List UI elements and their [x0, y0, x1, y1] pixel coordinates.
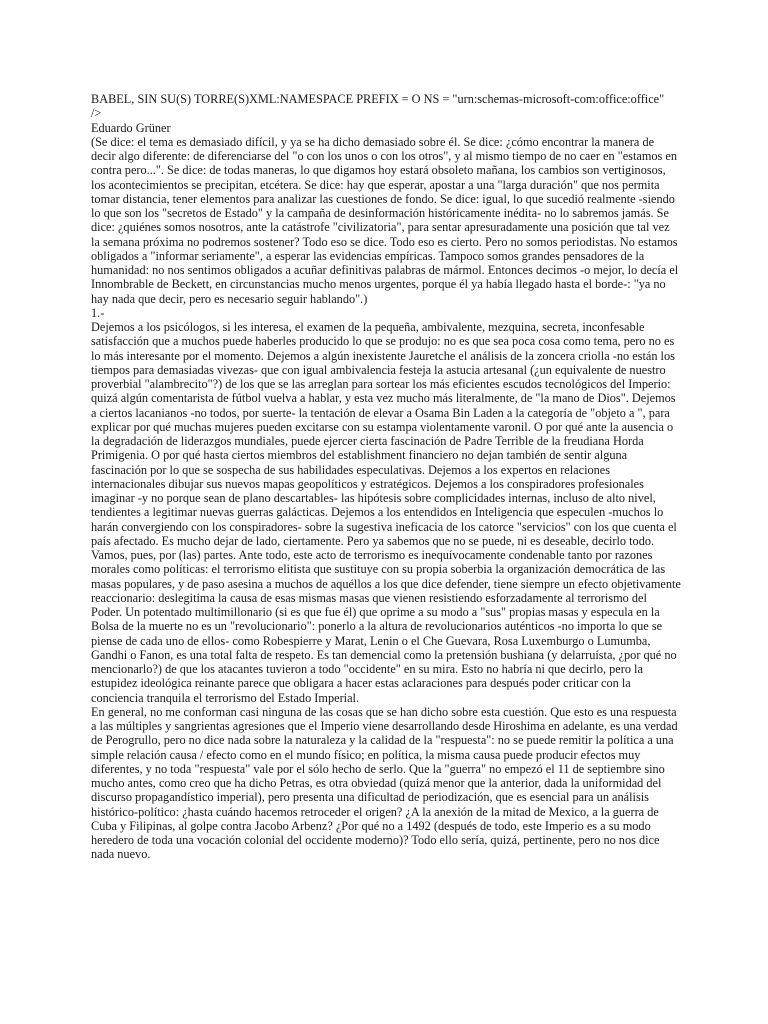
author-name: Eduardo Grüner: [91, 120, 171, 135]
title-line-2: />: [91, 106, 102, 121]
paragraph-2: Vamos, pues, por (las) partes. Ante todo, este acto de terrorismo es inequívocamente condenable tanto por razones morales como políticas: el terrorismo elitista que sustituye con su propia soberbia la organización democrática de las masas populares, y de paso asesina a muchos de aquéllos a los que dice defender, tiene siempre un efecto objetivamente reaccionario: deslegitima la causa de esas mismas masas que vienen resistiendo esforzadamente al terrorismo del Poder. Un potentado multimillonario (si es que fue él) que oprime a su modo a "sus" propias masas y especula en la Bolsa de la muerte no es un "revolucionario": ponerlo a la altura de revolucionarios auténticos -no importa lo que se piense de cada uno de ellos- como Robespierre y Marat, Lenin o el Che Guevara, Rosa Luxemburgo o Lumumba, Gandhi o Fanon, es una total falta de respeto. Es tan demencial como la pretensión bushiana (y delarruísta, ¿por qué no mencionarlo?) de que los atacantes tuvieron a todo "occidente" en su mira. Esto no habría ni que decirlo, pero la estupidez ideológica reinante parece que obligara a hacer estas aclaraciones para después poder criticar con la conciencia tranquila el terrorismo del Estado Imperial.: [91, 548, 681, 705]
paragraph-intro: (Se dice: el tema es demasiado difícil, y ya se ha dicho demasiado sobre él. Se dice: ¿cómo encontrar la manera de decir algo diferente: de diferenciarse del "o con los unos o con los otros", y al mismo tiempo de no caer en "estamos en contra pero...". Se dice: de todas maneras, lo que digamos hoy estará obsoleto mañana, los cambios son vertiginosos, los acontecimientos se precipitan, etcétera. Se dice: hay que esperar, apostar a una "larga duración" que nos permita tomar distancia, tener elementos para analizar las cuestiones de fondo. Se dice: igual, lo que sucedió realmente -siendo lo que son los "secretos de Estado" y la campaña de desinformación históricamente inédita- no lo sabremos jamás. Se dice: ¿quiénes somos nosotros, ante la catástrofe "civilizatoria", para sentar apresuradamente una posición que tal vez la semana próxima no podremos sostener? Todo eso se dice. Todo eso es cierto. Pero no somos periodistas. No estamos obligados a "informar seriamente", a esperar las evidencias empíricas. Tampoco somos grandes pensadores de la humanidad: no nos sentimos obligados a acuñar definitivas palabras de mármol. Entonces decimos -o mejor, lo decía el Innombrable de Beckett, en circunstancias mucho menos urgentes, porque él ya había llegado hasta el borde-: "ya no hay nada que decir, pero es necesario seguir hablando".): [91, 134, 679, 306]
document-page: [91, 92, 681, 862]
section-number: 1.-: [91, 305, 105, 320]
paragraph-1: Dejemos a los psicólogos, si les interesa, el examen de la pequeña, ambivalente, mezquina, secreta, inconfesable satisfacción que a muchos puede haberles producido lo que se produjo: no es que sea poca cosa como tema, pero no es lo más interesante por el momento. Dejemos a algún inexistente Jauretche el análisis de la zoncera criolla -no están los tiempos para demasiadas vivezas- que con igual ambivalencia festeja la astucia artesanal (¿un equivalente de nuestro proverbial "alambrecito"?) de los que se las arreglan para sortear los más eficientes escudos tecnológicos del Imperio: quizá algún comentarista de fútbol vuelva a hablar, y esta vez mucho más literalmente, de "la mano de Dios". Dejemos a ciertos lacanianos -no todos, por suerte- la tentación de elevar a Osama Bin Laden a la categoría de "objeto a ", para explicar por qué muchas mujeres pueden excitarse con su estampa violentamente varonil. O por qué ante la ausencia o la degradación de liderazgos mundiales, puede ejercer cierta fascinación de Padre Terrible de la freudiana Horda Primigenia. O por qué hasta ciertos miembros del establishment financiero no dejan también de sentir alguna fascinación por lo que se sospecha de sus habilidades especulativas. Dejemos a los expertos en relaciones internacionales dibujar sus nuevos mapas geopolíticos y estratégicos. Dejemos a los conspiradores profesionales imaginar -y no porque sean de plano descartables- las hipótesis sobre complicidades internas, incluso de alto nivel, tendientes a legitimar nuevas guerras galácticas. Dejemos a los entendidos en Inteligencia que especulen -muchos lo harán convergiendo con los conspiradores- sobre la sugestiva ineficacia de los catorce "servicios" con los que cuenta el país afectado. Es mucho dejar de lado, ciertamente. Pero ya sabemos que no se puede, ni es deseable, decirlo todo.: [91, 320, 677, 548]
paragraph-3: En general, no me conforman casi ninguna de las cosas que se han dicho sobre esta cuestión. Que esto es una respuesta a las múltiples y sangrientas agresiones que el Imperio viene desarrollando desde Hiroshima en adelante, es una verdad de Perogrullo, pero no dice nada sobre la naturaleza y la calidad de la "respuesta": no se puede remitir la política a una simple relación causa / efecto como en el mundo físico; en política, la misma causa puede producir efectos muy diferentes, y no toda "respuesta" vale por el sólo hecho de serlo. Que la "guerra" no empezó el 11 de septiembre sino mucho antes, como creo que ha dicho Petras, es otra obviedad (quizá menor que la anterior, dada la uniformidad del discurso propagandístico imperial), pero presenta una dificultad de periodización, que es esencial para un análisis histórico-político: ¿hasta cuándo hacemos retroceder el origen? ¿A la anexión de la mitad de Mexico, a la guerra de Cuba y Filipinas, al golpe contra Jacobo Arbenz? ¿Por qué no a 1492 (después de todo, este Imperio es a su modo heredero de toda una vocación colonial del occidente moderno)? Todo ello sería, quizá, pertinente, pero no nos dice nada nuevo.: [91, 704, 678, 862]
title-line-1: BABEL, SIN SU(S) TORRE(S)XML:NAMESPACE PREFIX = O NS = "urn:schemas-microsoft-com:office:office": [91, 92, 665, 106]
document-title: [91, 92, 681, 121]
